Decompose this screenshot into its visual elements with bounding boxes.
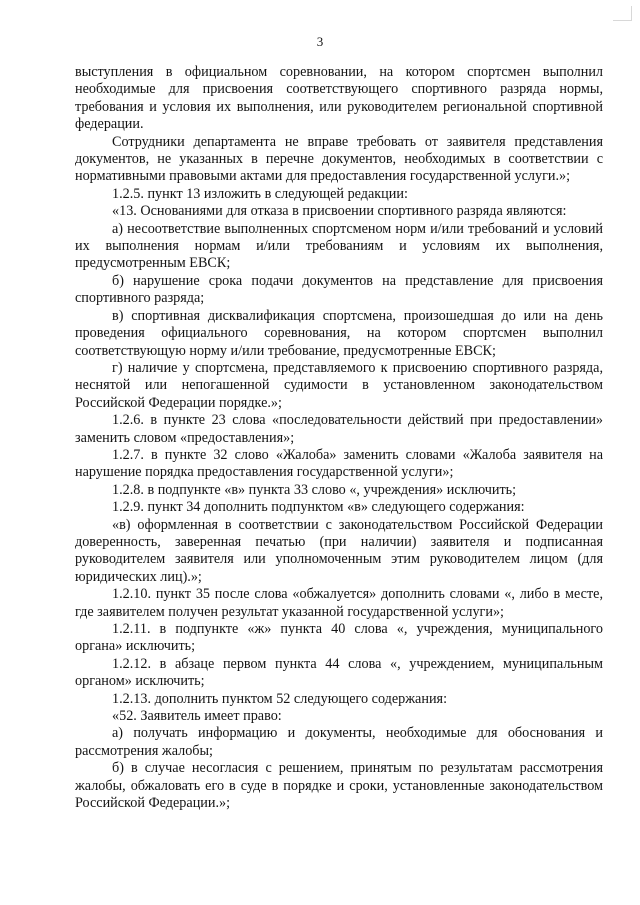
paragraph: 1.2.8. в подпункте «в» пункта 33 слово «, учреждения» исключить; bbox=[112, 481, 517, 498]
paragraph: 1.2.12. в абзаце первом пункта 44 слова «, учреждением, муниципальным органом» исключить; bbox=[75, 655, 603, 690]
paragraph: б) нарушение срока подачи документов на представление для присвоения спортивного разряда; bbox=[75, 272, 603, 307]
paragraph: 1.2.13. дополнить пунктом 52 следующего содержания: bbox=[112, 690, 448, 707]
document-body bbox=[75, 64, 603, 812]
paragraph: в) спортивная дисквалификация спортсмена, произошедшая до или на день проведения официального соревнования, на котором спортсмен выполнил соответствующую норму и/или требование, предусмотренные ЕВСК; bbox=[75, 307, 603, 359]
paragraph: а) получать информацию и документы, необходимые для обоснования и рассмотрения жалобы; bbox=[75, 725, 603, 759]
paragraph: 1.2.10. пункт 35 после слова «обжалуется» дополнить словами «, либо в месте, где заявителем получен результат указанной государственной услуги»; bbox=[75, 586, 603, 620]
paragraph: «в) оформленная в соответствии с законодательством Российской Федерации доверенность, заверенная печатью (при наличии) заявителя и подписанная руководителем заявителя или уполномоченным этим руководителем лицом (для юридических лиц).»; bbox=[75, 516, 603, 585]
paragraph: 1.2.6. в пункте 23 слова «последовательности действий при предоставлении» заменить словом «предоставления»; bbox=[75, 412, 603, 446]
paragraph: «52. Заявитель имеет право: bbox=[112, 708, 282, 725]
paragraph: Сотрудники департамента не вправе требовать от заявителя представления документов, не указанных в перечне документов, необходимых в соответствии с нормативными правовыми актами для предоставления государственной услуги.»; bbox=[75, 133, 603, 185]
page-number: 3 bbox=[316, 34, 324, 49]
paragraph: 1.2.9. пункт 34 дополнить подпунктом «в» следующего содержания: bbox=[112, 499, 525, 516]
paragraph: г) наличие у спортсмена, представляемого к присвоению спортивного разряда, неснятой или непогашенной судимости в установленном законодательством Российской Федерации порядке.»; bbox=[75, 359, 603, 411]
scan-corner-mark bbox=[613, 6, 632, 21]
paragraph: «13. Основаниями для отказа в присвоении спортивного разряда являются: bbox=[112, 203, 567, 220]
paragraph: б) в случае несогласия с решением, принятым по результатам рассмотрения жалобы, обжаловать его в суде в порядке и сроки, установленные законодательством Российской Федерации.»; bbox=[75, 760, 603, 812]
paragraph: 1.2.11. в подпункте «ж» пункта 40 слова «, учреждения, муниципального органа» исключить; bbox=[75, 621, 603, 655]
paragraph: 1.2.5. пункт 13 изложить в следующей редакции: bbox=[112, 185, 408, 202]
paragraph: выступления в официальном соревновании, на котором спортсмен выполнил необходимые для присвоения соответствующего спортивного разряда нормы, требования и условия их выполнения, или руководителем региональной спортивной федерации. bbox=[75, 64, 603, 133]
paragraph: а) несоответствие выполненных спортсменом норм и/или требований и условий их выполнения нормам и/или требованиям и условиям их выполнения, предусмотренным ЕВСК; bbox=[75, 220, 603, 272]
paragraph: 1.2.7. в пункте 32 слово «Жалоба» заменить словами «Жалоба заявителя на нарушение порядка предоставления государственной услуги»; bbox=[75, 446, 603, 481]
